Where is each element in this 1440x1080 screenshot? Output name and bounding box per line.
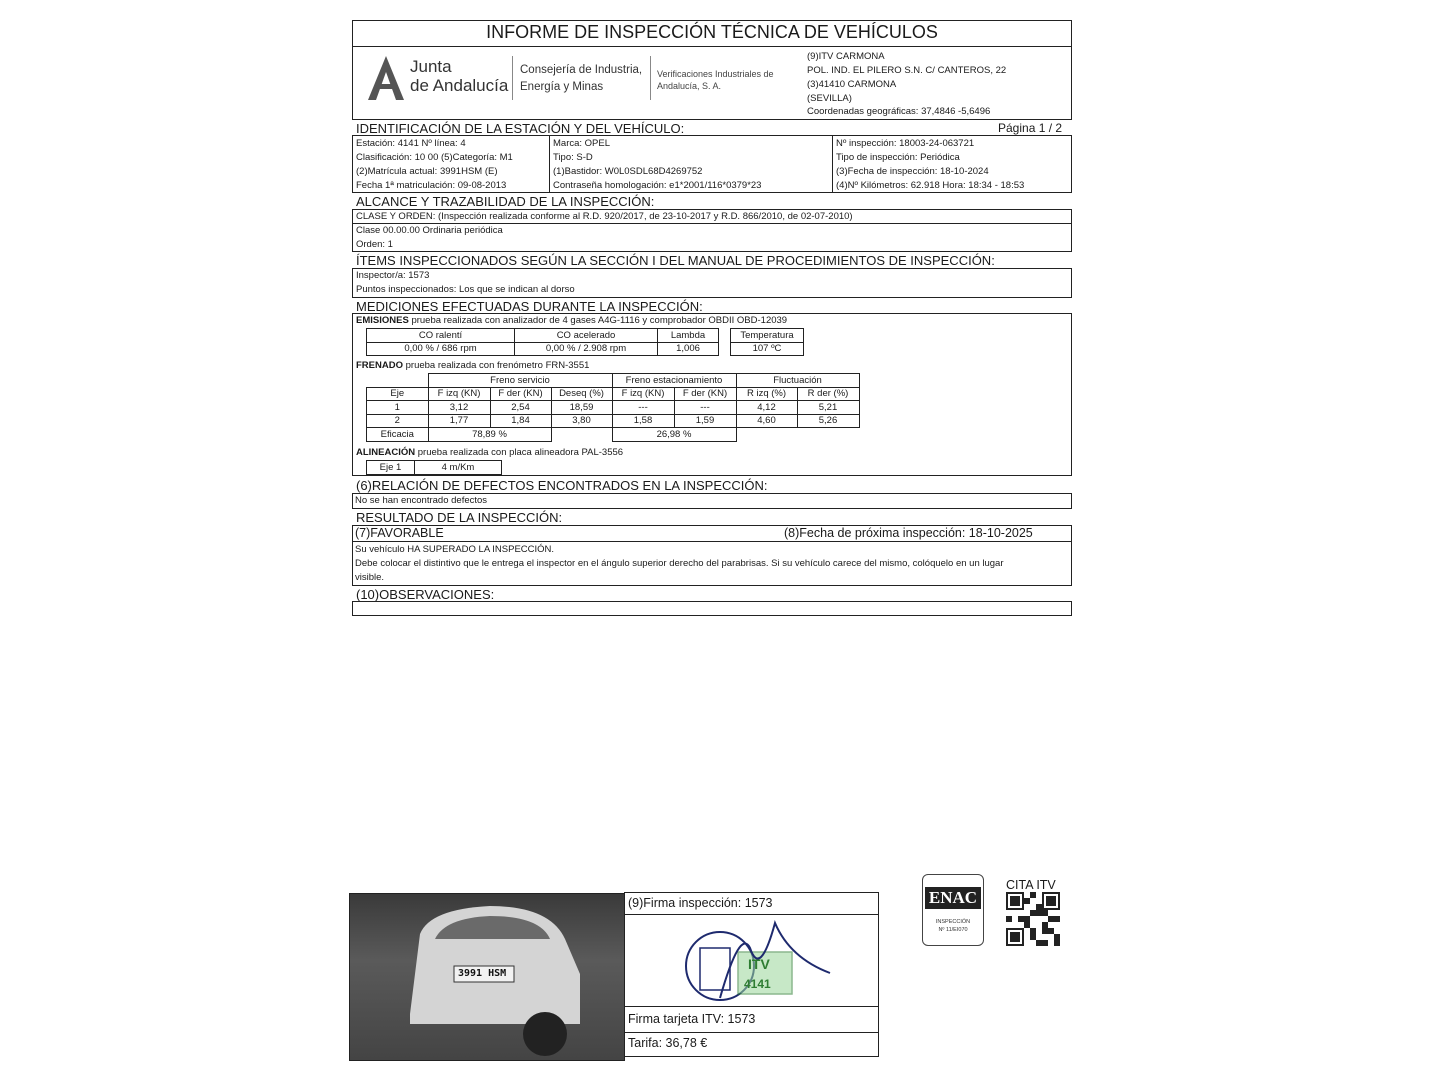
emisiones-text: prueba realizada con analizador de 4 gases A4G-1116 y comprobador OBDII OBD-12039	[411, 315, 788, 326]
ident-kilometros-hora: (4)Nº Kilómetros: 62.918 Hora: 18:34 - 18:53	[836, 180, 1025, 191]
table-cell: 5,26	[797, 414, 859, 428]
table-cell: 1	[367, 401, 429, 415]
table-cell: ---	[674, 401, 736, 415]
ident-bastidor: (1)Bastidor: W0L0SDL68D4269752	[553, 166, 703, 177]
alineacion-eje: Eje 1	[367, 461, 415, 475]
defectos-text: No se han encontrado defectos	[355, 495, 488, 506]
table-cell: 4,60	[736, 414, 797, 428]
vehicle-photo	[349, 893, 625, 1061]
enac-label: ENAC	[925, 887, 981, 909]
puntos-inspeccionados: Puntos inspeccionados: Los que se indican al dorso	[356, 284, 575, 295]
enac-logo	[922, 874, 984, 946]
table-cell: 3,80	[551, 414, 612, 428]
table-cell: 18,59	[551, 401, 612, 415]
station-address-line2: POL. IND. EL PILERO S.N. C/ CANTEROS, 22	[807, 65, 1007, 76]
ident-clasificacion: Clasificación: 10 00 (5)Categoría: M1	[356, 152, 513, 163]
alineacion-line	[356, 446, 623, 460]
observaciones-section-title: (10)OBSERVACIONES:	[356, 587, 495, 602]
clase-value: Clase 00.00.00 Ordinaria periódica	[356, 225, 503, 236]
table-cell: 5,21	[797, 401, 859, 415]
frenado-text: prueba realizada con frenómetro FRN-3551	[405, 360, 590, 371]
license-plate: 3991 HSM	[458, 968, 507, 979]
orden-value: Orden: 1	[356, 239, 393, 250]
ident-col-divider-1	[549, 135, 550, 193]
enac-sub-line2: Nº 11/EI070	[938, 927, 968, 933]
table-cell: 2,54	[490, 401, 551, 415]
fluctuacion-header: Fluctuación	[736, 374, 859, 388]
table-row	[367, 414, 860, 428]
signature-divider-low	[624, 1032, 879, 1033]
station-coordinates: Coordenadas geográficas: 37,4846 -5,6496	[807, 106, 991, 117]
ident-contrasena: Contraseña homologación: e1*2001/116*0379*23	[553, 180, 762, 191]
table-cell: 1,84	[490, 414, 551, 428]
consejeria-line1: Consejería de Industria,	[520, 64, 643, 76]
logo-junta-line1: Junta	[410, 57, 452, 76]
freno-estacionamiento-header: Freno estacionamiento	[612, 374, 736, 388]
alineacion-label: ALINEACIÓN	[356, 447, 416, 458]
eficacia-estacionamiento: 26,98 %	[612, 428, 736, 442]
temperatura-value: 107 ºC	[731, 342, 804, 356]
co-ralenti-value: 0,00 % / 686 rpm	[367, 342, 515, 356]
table-cell: 4,12	[736, 401, 797, 415]
ident-fecha-inspeccion: (3)Fecha de inspección: 18-10-2024	[836, 166, 989, 177]
fe-der-header: F der (KN)	[674, 387, 736, 401]
items-section-title: ÍTEMS INSPECCIONADOS SEGÚN LA SECCIÓN I DEL MANUAL DE PROCEDIMIENTOS DE INSPECCIÓN:	[356, 253, 995, 268]
deseq-header: Deseq (%)	[551, 387, 612, 401]
cita-itv-label: CITA ITV	[1006, 878, 1056, 892]
r-izq-header: R izq (%)	[736, 387, 797, 401]
resultado-divider	[352, 541, 1072, 542]
table-cell: 3,12	[428, 401, 490, 415]
signature-divider-mid	[624, 1006, 879, 1007]
title-divider	[352, 46, 1072, 47]
tarifa: Tarifa: 36,78 €	[628, 1036, 708, 1050]
alineacion-text: prueba realizada con placa alineadora PAL-3556	[417, 447, 624, 458]
temperatura-header: Temperatura	[731, 329, 804, 343]
alineacion-table	[366, 460, 502, 475]
emisiones-table	[366, 328, 719, 356]
alineacion-value: 4 m/Km	[415, 461, 502, 475]
ident-col-divider-2	[832, 135, 833, 193]
verif-divider	[650, 56, 651, 100]
observaciones-box	[352, 601, 1072, 616]
clase-orden-label: CLASE Y ORDEN:	[356, 211, 436, 222]
ident-marca: Marca: OPEL	[553, 138, 611, 149]
junta-andalucia-logo-icon	[366, 54, 406, 102]
qr-code-icon[interactable]	[1006, 892, 1060, 946]
resultado-line2: Debe colocar el distintivo que le entrega el inspector en el ángulo superior derecho del parabrisas. Si su vehículo carece del mismo, colóquelo en un lugar	[355, 558, 1004, 569]
mediciones-section-title: MEDICIONES EFECTUADAS DURANTE LA INSPECCIÓN:	[356, 299, 703, 314]
defectos-section-title: (6)RELACIÓN DE DEFECTOS ENCONTRADOS EN LA INSPECCIÓN:	[356, 478, 768, 493]
freno-servicio-header: Freno servicio	[428, 374, 612, 388]
eje-header: Eje	[367, 387, 429, 401]
signature-divider-top	[624, 914, 879, 915]
inspector-value: Inspector/a: 1573	[356, 270, 430, 281]
report-title: INFORME DE INSPECCIÓN TÉCNICA DE VEHÍCULOS	[486, 22, 938, 42]
r-der-header: R der (%)	[797, 387, 859, 401]
co-ralenti-header: CO ralentí	[367, 329, 515, 343]
verificaciones-line2: Andalucía, S. A.	[657, 81, 722, 91]
ident-tipo: Tipo: S-D	[553, 152, 593, 163]
resultado-section-title: RESULTADO DE LA INSPECCIÓN:	[356, 510, 563, 525]
fs-der-header: F der (KN)	[490, 387, 551, 401]
co-acelerado-header: CO acelerado	[515, 329, 658, 343]
firma-inspeccion: (9)Firma inspección: 1573	[628, 896, 773, 910]
fe-izq-header: F izq (KN)	[612, 387, 674, 401]
consejeria-line2: Energía y Minas	[520, 81, 604, 93]
resultado-line1: Su vehículo HA SUPERADO LA INSPECCIÓN.	[355, 544, 555, 555]
stamp-itv: ITV	[748, 956, 770, 972]
table-cell: 1,58	[612, 414, 674, 428]
table-cell: ---	[612, 401, 674, 415]
ident-tipo-inspeccion: Tipo de inspección: Periódica	[836, 152, 960, 163]
resultado-line3: visible.	[355, 572, 385, 583]
proxima-inspeccion: (8)Fecha de próxima inspección: 18-10-2025	[784, 526, 1033, 540]
signature-stamp-icon	[680, 918, 870, 1004]
verificaciones-line1: Verificaciones Industriales de	[657, 69, 774, 79]
frenado-label: FRENADO	[356, 360, 403, 371]
fs-izq-header: F izq (KN)	[428, 387, 490, 401]
clase-orden-line	[356, 210, 853, 224]
eficacia-servicio: 78,89 %	[428, 428, 551, 442]
lambda-header: Lambda	[658, 329, 719, 343]
resultado-status: (7)FAVORABLE	[355, 526, 444, 540]
frenado-line	[356, 359, 589, 373]
station-address-line4: (SEVILLA)	[807, 93, 852, 104]
co-acelerado-value: 0,00 % / 2.908 rpm	[515, 342, 658, 356]
emisiones-line	[356, 314, 787, 328]
firma-tarjeta: Firma tarjeta ITV: 1573	[628, 1012, 756, 1026]
station-address-line3: (3)41410 CARMONA	[807, 79, 897, 90]
table-cell: 1,77	[428, 414, 490, 428]
temperatura-table	[730, 328, 804, 356]
lambda-value: 1,006	[658, 342, 719, 356]
table-cell: 1,59	[674, 414, 736, 428]
frenado-table	[366, 373, 860, 442]
station-address-line1: (9)ITV CARMONA	[807, 51, 885, 62]
table-row	[367, 401, 860, 415]
eficacia-label: Eficacia	[367, 428, 429, 442]
alcance-section-title: ALCANCE Y TRAZABILIDAD DE LA INSPECCIÓN:	[356, 194, 655, 209]
ident-num-inspeccion: Nº inspección: 18003-24-063721	[836, 138, 975, 149]
ident-fecha-matriculacion: Fecha 1ª matriculación: 09-08-2013	[356, 180, 507, 191]
ident-section-title: IDENTIFICACIÓN DE LA ESTACIÓN Y DEL VEHÍCULO:	[356, 121, 685, 136]
page-number: Página 1 / 2	[998, 121, 1063, 135]
clase-orden-text: (Inspección realizada conforme al R.D. 920/2017, de 23-10-2017 y R.D. 866/2010, de 02-07-2010)	[438, 211, 853, 222]
stamp-code: 4141	[744, 977, 771, 991]
ident-matricula: (2)Matrícula actual: 3991HSM (E)	[356, 166, 498, 177]
enac-sub-line1: INSPECCIÓN	[935, 919, 971, 925]
table-cell: 2	[367, 414, 429, 428]
emisiones-label: EMISIONES	[356, 315, 409, 326]
ident-estacion: Estación: 4141 Nº línea: 4	[356, 138, 466, 149]
logo-divider	[512, 56, 513, 100]
logo-junta-line2: de Andalucía	[410, 76, 509, 95]
